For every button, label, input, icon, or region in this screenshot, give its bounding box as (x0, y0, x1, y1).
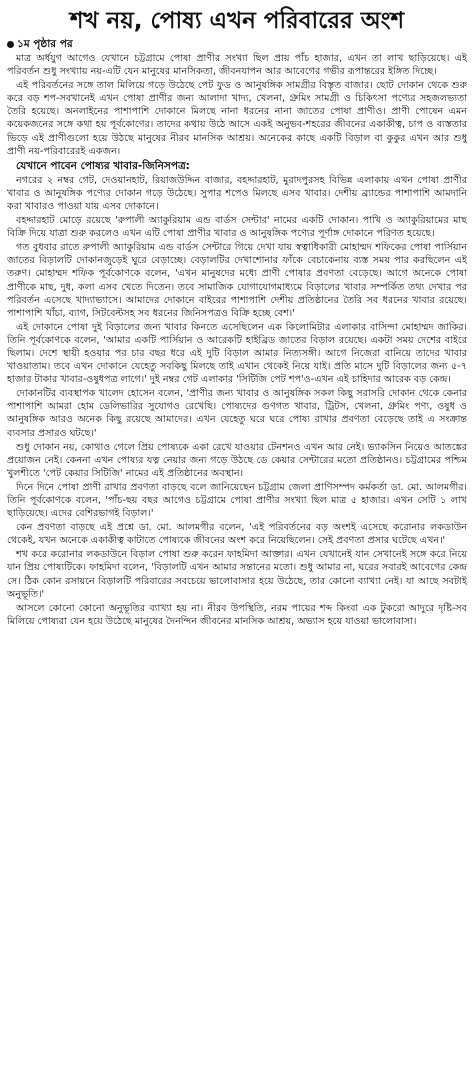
article-paragraph: দিনে দিনে পোষা প্রাণী রাখার প্রবণতা বাড়ছে বলে জানিয়েছেন চট্টগ্রাম জেলা প্রাণিসম্পদ কর্মকর্তা ডা. মো. আলমগীর। তিনি পূর্বকোণকে বলেন, 'পাঁচ-ছয় বছর আগেও চট্টগ্রামে পোষা প্রাণীর সংখ্যা ছিল মাত্র ৫ হাজার। এখন সেটি ১ লাখ ছাড়িয়েছে। এদের বেশিরভাগই বিড়াল।' (7, 481, 467, 520)
article-paragraph: এই দোকানে পোষা দুই বিড়ালের জন্য খাবার কিনতে এসেছিলেন এক কিলোমিটার এলাকার বাসিন্দা মোহাম্মদ জাকির। তিনি পূর্বকোণকে বলেন, 'আমার একটি পার্সিয়ান ও আরেকটি হাইব্রিড জাতের বিড়াল রয়েছে। একটা সময় দেশের বাইরে ছিলাম। দেশে স্থায়ী হওয়ার পর চার বছর ধরে এই দুটি বিড়াল আমার নিত্যসঙ্গী। আগে নিজেরা বানিয়ে তাদের খাবার খাওয়াতাম। তবে এখন দোকানে যেহেতু সবকিছু মিলছে তাই এখান থেকেই নিয়ে যাই। প্রতি মাসে দুটি বিড়ালের জন্য ৫-৭ হাজার টাকার খাবার-ওষুধপত্র লাগে।' দুই নম্বর গেট এলাকার 'সিটিজি পেট শপ'ও-এখন এই চাহিদার আরেক বড় কেন্দ্র। (7, 321, 467, 386)
article-paragraph: শুধু দোকান নয়, কোথাও গেলে প্রিয় পোষ্যকে একা রেখে যাওয়ার টেনশনও এখন আর নেই। ভ্যাকসিন নিয়েও আতঙ্কের প্রয়োজন নেই। কেননা এখন পোষ্যর যত্ন নেয়ার জন্য গড়ে উঠছে ডে কেয়ার সেন্টারের মতো প্রতিষ্ঠানও। চট্টগ্রামের পশ্চিম খুলশীতে 'পেট কেয়ার সিটিজি' নামের এই প্রতিষ্ঠানের অবস্থান। (7, 441, 467, 479)
article-paragraph: এই পরিবর্তনের সঙ্গে তাল মিলিয়ে গড়ে উঠেছে পেট ফুড ও আনুষঙ্গিক সামগ্রীর বিস্তৃত বাজার। ছোট দোকান থেকে শুরু করে বড় শপ-সবখানেই এখন পোষা প্রাণীর জন্য আলাদা খাদ্য, খেলনা, গ্রুমিং সামগ্রী ও চিকিৎসা পণ্যের সহজলভ্যতা তৈরি হয়েছে। অনলাইনের পাশাপাশি দোকানে মিলছে নানা ধরনের নানা জাতের পোষা প্রাণীও। প্রাণী পোষেন এমন কয়েকজনের সঙ্গে কথা হয় পূর্বকোণের। তাদের কথায় উঠে আসে একই অনুভব-শহরের জীবনের একাকীত্ব, চাপ ও ব্যস্ততার ভিড়ে এই প্রাণীগুলো হয়ে উঠছে মানুষের নীরব মানসিক আশ্রয়। অনেকের কাছে একটি বিড়াল বা কুকুর এখন আর শুধু প্রাণী নয়-পরিবারেরই একজন। (7, 80, 467, 157)
headline: শখ নয়, পোষ্য এখন পরিবারের অংশ (69, 8, 405, 34)
article-paragraph: শখ করে করোনার লকডাউনে বিড়াল পোষা শুরু করেন ফাহমিদা আক্তার। এখন যেখানেই যান সেখানেই সঙ্গে করে নিয়ে যান প্রিয় পোষ্যটিকে। ফাহমিদা বলেন, 'বিড়ালটি এখন আমার সন্তানের মতো। শুধু আমার না, ঘরের সবারই আবেগের কেন্দ্র সে। ঠিক কোন রসায়নে বিড়ালটি পরিবারের সবচেয়ে ভালোবাসার হয়ে উঠেছে, তার কোনো ব্যাখ্যা নেই। যা আছে সবটাই অনুভূতি।' (7, 549, 467, 600)
article-paragraph: আসলে কোনো কোনো অনুভূতির ব্যাখ্যা হয় না। নীরব উপস্থিতি, নরম পায়ের শব্দ কিংবা এক টুকরো আদুরে দৃষ্টি-সব মিলিয়ে পোষ্যরা যেন হয়ে উঠেছে মানুষের দৈনন্দিন জীবনের মানসিক আশ্রয়, অভ্যাস হয়ে যাওয়া ভালোবাসা। (7, 602, 467, 627)
article-paragraph: দোকানটির ব্যবস্থাপক খালেদ হোসেন বলেন, 'প্রাণীর জন্য খাবার ও আনুষঙ্গিক সকল কিছু সরাসরি দোকান থেকে কেনার পাশাপাশি আমরা হোম ডেলিভারির সুযোগও রেখেছি। পোষ্যদের গুণগত খাবার, ট্রিটস, খেলনা, গ্রুমিং পণ্য, ওষুধ ও আনুষঙ্গিক আরও অনেক কিছু রয়েছে আমাদের। এখন যেহেতু ঘরে ঘরে পোষ্য রাখার প্রবণতা বেড়েছে তাই এ সংক্রান্ত ব্যবসার প্রসারও ঘটছে।' (7, 388, 467, 439)
article-paragraph: কেন প্রবণতা বাড়ছে এই প্রশ্নে ডা. মো. আলমগীর বলেন, 'এই পরিবর্তনের বড় অংশই এসেছে করোনার লকডাউন থেকেই, যখন অনেকে একাকীত্ব কাটাতে পোষ্যকে জীবনের অংশ করে নিয়েছিলেন। সেই প্রবণতা প্রসার ঘটেছে এখন।' (7, 522, 467, 547)
continued-from-text: ১ম পৃষ্ঠার পর (17, 38, 73, 50)
article-paragraph: গত বুধবার রাতে রুপালী অ্যাকুরিয়াম এন্ড বার্ডস সেন্টারে গিয়ে দেখা যায় স্বত্বাধিকারী মোহাম্মদ শফিকের পোষা পার্সিয়ান জাতের বিড়ালটি দোকানজুড়েই ঘুরে বেড়াচ্ছে। বেড়ালটির দেখাশোনার ফাঁকে বেচাকেনায় ব্যস্ত সময় পার করছিলেন এই তরুণ। মোহাম্মদ শফিক পূর্বকোণকে বলেন, 'এখন মানুষদের মধ্যে প্রাণী পোষার প্রবণতা বেড়েছে। আগে অনেকে পোষা প্রাণীকে মাছ, দুধ, কলা এসব খেতে দিতেন। তবে সামাজিক যোগাযোগমাধ্যমে বিড়ালের খাবার সম্পর্কিত তথ্য দেখার পর পরিবর্তন এসেছে খাদ্যাভ্যাসে। আমাদের দোকানে বাইরের পাশাপাশি দেশীয় প্রতিষ্ঠানের তৈরি সব ধরনের খাবার রয়েছে। পাশাপাশি খাঁচা, ব্যাগ, সিটবেল্টসহ সব ধরনের জিনিসপত্রও বিক্রি হচ্ছে বেশ।' (7, 242, 467, 319)
continued-from-label (7, 38, 467, 51)
section-subhead: যেখানে পাবেন পোষ্যর খাবার-জিনিসপত্র: (16, 159, 190, 172)
article-paragraph: মাত্র অর্ধযুগ আগেও যেখানে চট্টগ্রামে পোষা প্রাণীর সংখ্যা ছিল প্রায় পাঁচ হাজার, এখন তা লাখ ছাড়িয়েছে। এই পরিবর্তন শুধু সংখ্যায় নয়-এটি যেন মানুষের মানসিকতা, জীবনযাপন আর আবেগের গভীর রূপান্তরের ইঙ্গিত দিচ্ছে। (7, 53, 467, 78)
article-paragraph: নগরের ২ নম্বর গেট, দেওয়ানহাট, রিয়াজউদ্দিন বাজার, বহদ্দারহাট, মুরাদপুরসহ বিভিন্ন এলাকায় এখন পোষা প্রাণীর খাবার ও আনুষঙ্গিক পণ্যের দোকান গড়ে উঠেছে। সুপার শপেও মিলছে এসব খাবার। দেশীয় ব্র্যান্ডের পাশাপাশি আমদানি করা খাবারও পাওয়া যায় এসব দোকানে। (7, 174, 467, 212)
article-paragraph: বহদ্দারহাট মোড়ে রয়েছে 'রুপালী অ্যাকুরিয়াম এন্ড বার্ডস সেন্টার' নামের একটি দোকান। পাখি ও অ্যাকুরিয়ামের মাছ বিক্রি দিয়ে যাত্রা শুরু করলেও এখন এটি পোষা প্রাণীর খাবার ও আনুষঙ্গিক পণ্যের পূর্ণাঙ্গ দোকানে পরিণত হয়েছে। (7, 215, 467, 240)
bullet-icon (7, 41, 14, 48)
